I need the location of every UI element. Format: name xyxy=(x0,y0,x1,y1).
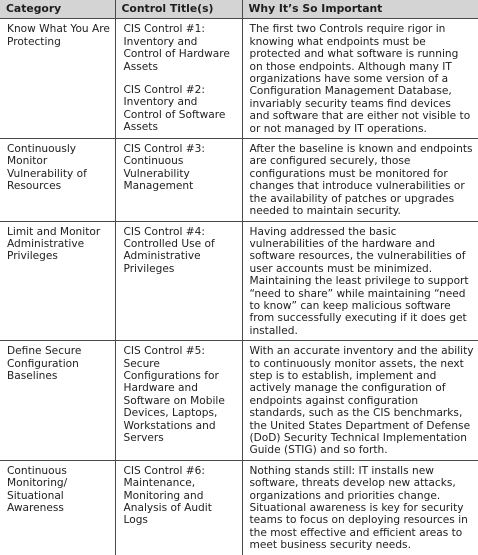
category-cell: Continuous Monitoring/ Situational Awareness xyxy=(7,464,68,515)
category-cell: Know What You Are Protecting xyxy=(0,19,115,139)
category-cell: Continuously Monitor Vulnerability of Resources xyxy=(0,139,115,221)
table-row xyxy=(0,460,478,554)
table-header-row xyxy=(0,0,478,19)
control-title: CIS Control #4: Controlled Use of Administrative Privileges xyxy=(123,225,215,275)
control-title: CIS Control #2: Inventory and Control of Software Assets xyxy=(123,84,226,134)
header-category: Category xyxy=(0,0,115,19)
control-titles-cell xyxy=(115,139,242,221)
control-titles-cell xyxy=(115,221,242,341)
header-why-important: Why It’s So Important xyxy=(242,0,478,19)
header-control-titles: Control Title(s) xyxy=(115,0,242,19)
control-title: CIS Control #5: Secure Configurations for Hardware and Software on Mobile Devices, Laptops, Workstations and Servers xyxy=(123,345,225,444)
table-row xyxy=(0,139,478,221)
control-title: CIS Control #1: Inventory and Control of Hardware Assets xyxy=(123,23,230,73)
importance-cell: With an accurate inventory and the ability to continuously monitor assets, the next step is to establish, implement and actively manage the configuration of endpoints against configuration standards, such as the CIS benchmarks, the United States Department of Defense (DoD) Security Technical Implementation Guide (STIG) and so forth. xyxy=(242,341,478,461)
importance-cell: After the baseline is known and endpoints are configured securely, those configurations must be monitored for changes that introduce vulnerabilities or the availability of patches or upgrades needed to maintain security. xyxy=(242,139,478,221)
category-cell: Limit and Monitor Administrative Privileges xyxy=(0,221,115,341)
importance-cell: Having addressed the basic vulnerabilities of the hardware and software resources, the vulnerabilities of user accounts must be minimized. Maintaining the least privilege to support “need to share” while maintaining “need to know” can keep malicious software from successfully executing if it does get installed. xyxy=(242,221,478,341)
importance-cell: The first two Controls require rigor in knowing what endpoints must be protected and what software is running on those endpoints. Although many IT organizations have some version of a Configuration Management Database, invariably security teams find devices and software that are either not visible to or not managed by IT operations. xyxy=(242,19,478,139)
importance-cell: Nothing stands still: IT installs new software, threats develop new attacks, organizations and priorities change. Situational awareness is key for security teams to focus on deploying resources in the most effective and efficient areas to meet business security needs. xyxy=(242,460,478,554)
control-titles-cell xyxy=(115,341,242,461)
table-row xyxy=(0,19,478,139)
control-titles-cell xyxy=(115,460,242,554)
control-titles-cell xyxy=(115,19,242,139)
category-cell: Define Secure Configuration Baselines xyxy=(0,341,115,461)
table-row xyxy=(0,341,478,461)
control-title: CIS Control #3: Continuous Vulnerability Management xyxy=(123,143,205,193)
control-title: CIS Control #6: Maintenance, Monitoring and Analysis of Audit Logs xyxy=(123,464,212,527)
table-row xyxy=(0,221,478,341)
